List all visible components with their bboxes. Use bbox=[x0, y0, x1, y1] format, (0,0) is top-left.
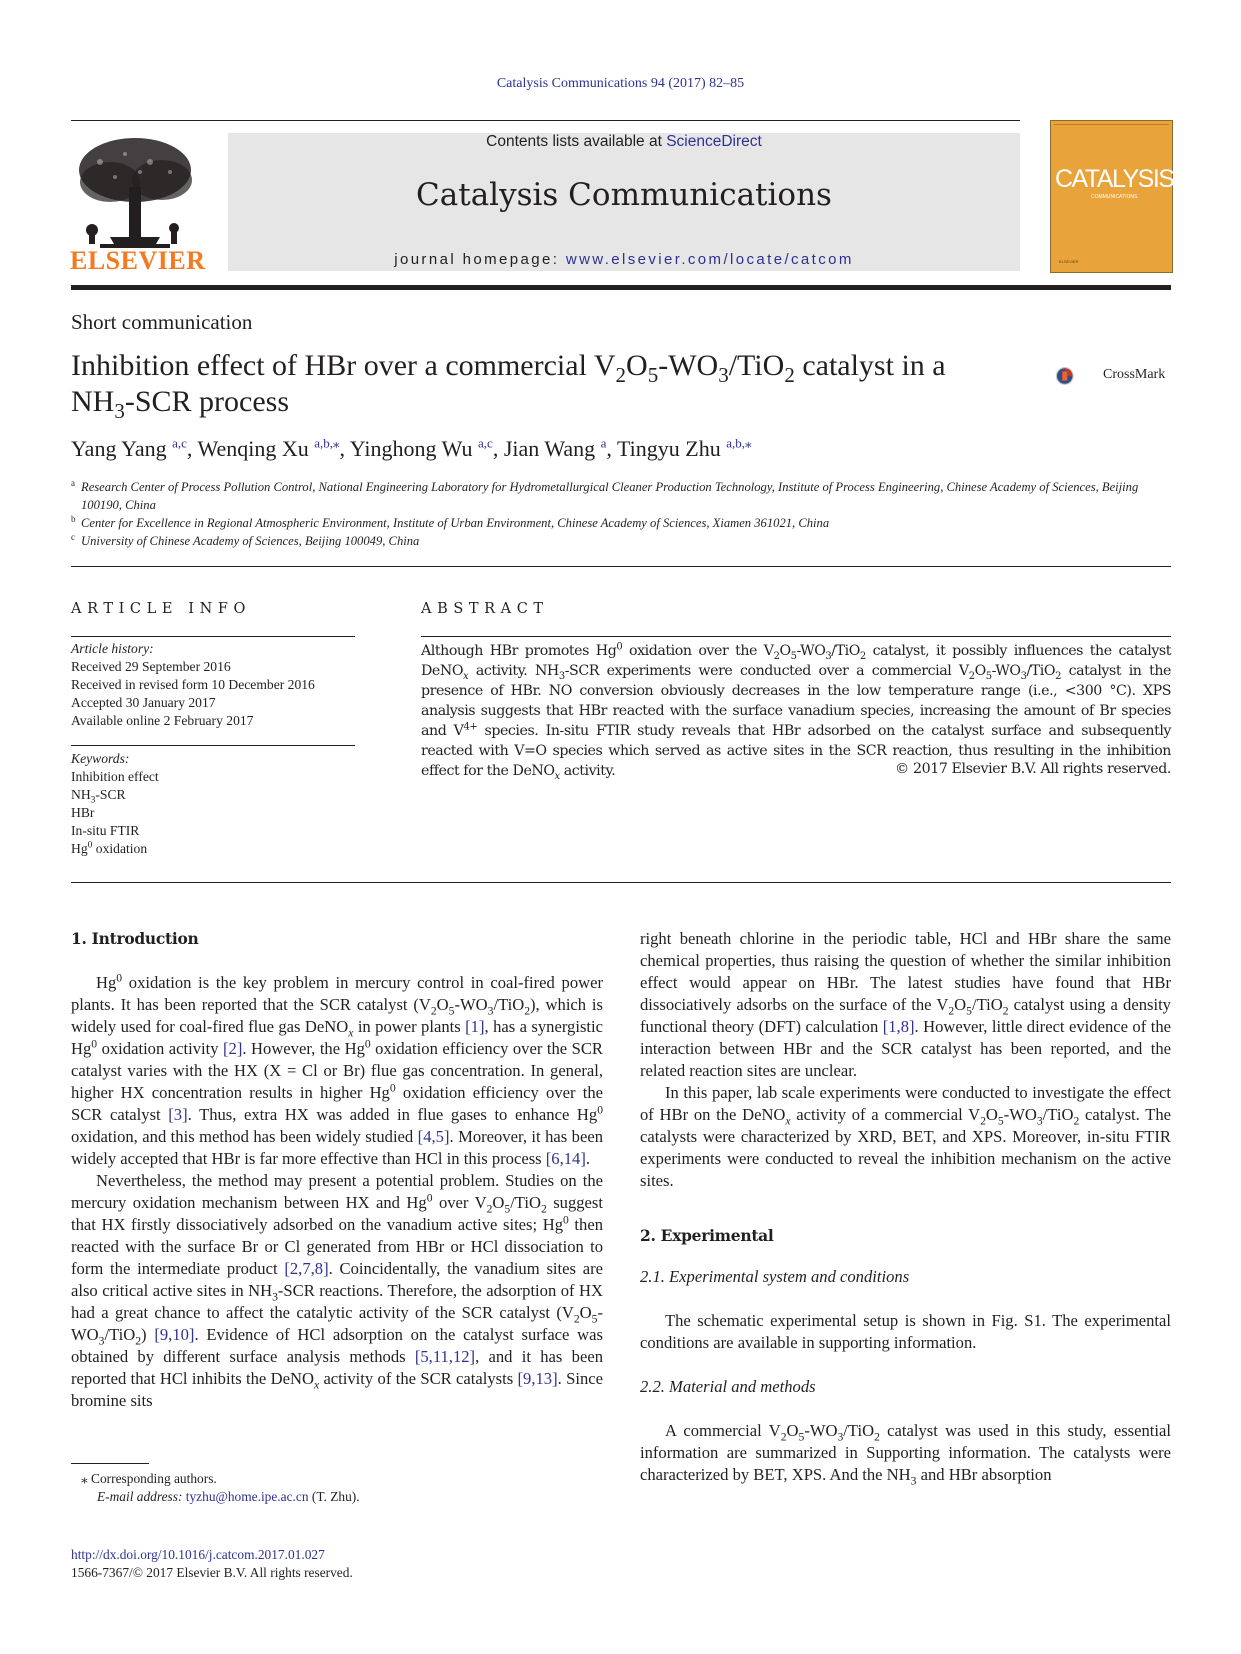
divider bbox=[71, 566, 1171, 567]
journal-reference[interactable]: Catalysis Communications 94 (2017) 82–85 bbox=[496, 76, 745, 91]
journal-homepage bbox=[228, 251, 1020, 268]
cover-title: CATALYSIS bbox=[1055, 165, 1174, 193]
history-item: Received 29 September 2016 bbox=[71, 659, 231, 674]
keywords bbox=[71, 750, 361, 858]
article-title: Inhibition effect of HBr over a commercial $V_2O_5-WO_3/TiO_2$ catalyst in a $NH_3$-SCR process bbox=[71, 349, 946, 423]
history-label: Article history: bbox=[71, 641, 154, 656]
keyword-item: $NH_3$-SCR bbox=[71, 787, 126, 806]
article-type: Short communication bbox=[71, 310, 253, 334]
cover-publisher-mark: ELSEVIER bbox=[1059, 259, 1079, 264]
divider bbox=[71, 882, 1171, 883]
affiliation-text: Center for Excellence in Regional Atmospheric Environment, Institute of Urban Environment, Chinese Academy of Sciences, Xiamen 361021, China bbox=[81, 516, 830, 530]
cover-top-bar bbox=[1054, 124, 1169, 129]
paragraph: The schematic experimental setup is shown in Fig. S1. The experimental conditions are available in supporting information. bbox=[640, 1311, 1171, 1352]
affiliation-mark: a bbox=[71, 478, 75, 488]
contents-prefix: Contents lists available at bbox=[486, 133, 667, 150]
homepage-link[interactable]: www.elsevier.com/locate/catcom bbox=[565, 251, 854, 268]
footnote-divider bbox=[71, 1463, 149, 1464]
abstract-heading: ABSTRACT bbox=[421, 601, 549, 617]
divider bbox=[421, 636, 1171, 637]
divider bbox=[71, 745, 355, 746]
corresponding-note: ⁎ Corresponding authors. bbox=[81, 1471, 217, 1486]
divider bbox=[71, 120, 1020, 121]
contents-line bbox=[228, 133, 1020, 151]
section-heading-experimental: 2. Experimental bbox=[640, 1226, 774, 1245]
divider bbox=[71, 636, 355, 637]
body-right-column bbox=[640, 928, 1171, 1486]
affiliation-item bbox=[71, 478, 1171, 514]
affiliation-text: University of Chinese Academy of Sciences, Beijing 100049, China bbox=[81, 534, 420, 548]
abstract-copyright: © 2017 Elsevier B.V. All rights reserved. bbox=[895, 761, 1171, 777]
paragraph: In this paper, lab scale experiments were conducted to investigate the effect of HBr on the DeNO$_x$ activity of a commercial $V_2O_5-WO_3/TiO_2$ catalyst. The catalysts were characterized by XRD, BET, and XPS. Moreover, in-situ FTIR experiments were conducted to reveal the inhibition mechanism on the active sites. bbox=[640, 1083, 1171, 1190]
keyword-item: Hg$^0$ oxidation bbox=[71, 840, 148, 856]
header-thick-rule bbox=[71, 285, 1171, 290]
email-link[interactable]: tyzhu@home.ipe.ac.cn bbox=[185, 1489, 309, 1504]
author-list: Yang Yang $^{a,c}$, Wenqing Xu $^{a,b,⁎}$, Yinghong Wu $^{a,c}$, Jian Wang $^a$, Tingyu Zhu $^{a,b,⁎}$ bbox=[71, 435, 752, 461]
crossmark-label[interactable]: CrossMark bbox=[1103, 367, 1166, 382]
affiliation-text: Research Center of Process Pollution Control, National Engineering Laboratory for Hydrometallurgical Cleaner Production Technology, Institute of Process Engineering, Chinese Academy of Sciences, Beijing 100190, China bbox=[81, 480, 1139, 512]
history-item: Received in revised form 10 December 2016 bbox=[71, 677, 315, 692]
subsection-heading: 2.1. Experimental system and conditions bbox=[640, 1267, 910, 1286]
body-left-column bbox=[71, 928, 603, 1412]
abstract-text: Although HBr promotes Hg$^0$ oxidation over the $V_2O_5-WO_3/TiO_2$ catalyst, it possibly influences the catalyst DeNO$_x$ activity. $NH_3$-SCR experiments were conducted over a commercial $V_2O_5-WO_3/TiO_2$ catalyst in the presence of HBr. NO conversion obviously decreases in the low temperature range (i.e., <300 °C). XPS analysis suggests that HBr reacted with the surface vanadium species, increasing the amount of Br species and $V^{4+}$ species. In-situ FTIR study reveals that HBr adsorbed on the catalyst surface and subsequently reacted with V=O species which served as active sites in the SCR reaction, thus resulting in the inhibition effect for the DeNO$_x$ activity. bbox=[421, 641, 1171, 782]
subsection-heading: 2.2. Material and methods bbox=[640, 1377, 816, 1396]
crossmark-icon[interactable] bbox=[1055, 352, 1103, 400]
keyword-item: Inhibition effect bbox=[71, 769, 159, 784]
history-item: Accepted 30 January 2017 bbox=[71, 695, 216, 710]
section-heading-introduction: 1. Introduction bbox=[71, 929, 199, 948]
affiliation-mark: c bbox=[71, 532, 75, 542]
cover-subtitle: COMMUNICATIONS bbox=[1091, 194, 1138, 200]
paragraph: Nevertheless, the method may present a potential problem. Studies on the mercury oxidation mechanism between HX and Hg$^0$ over $V_2O_5/TiO_2$ suggest that HX firstly dissociatively adsorbed on the vanadium active sites; Hg$^0$ then reacted with the surface Br or Cl generated from HBr or HCl dissociation to form the intermediate product [2,7,8]. Coincidentally, the vanadium sites are also critical active sites in $NH_3$-SCR reactions. Therefore, the adsorption of HX had a great chance to affect the catalytic activity of the SCR catalyst $(V_2O_5-WO_3/TiO_2)$ [9,10]. Evidence of HCl adsorption on the catalyst surface was obtained by different surface analysis methods [5,11,12], and it has been reported that HCl inhibits the DeNO$_x$ activity of the SCR catalysts [9,13]. Since bromine sits bbox=[71, 1171, 604, 1410]
article-history bbox=[71, 640, 361, 730]
keywords-label: Keywords: bbox=[71, 751, 130, 766]
doi-link[interactable]: http://dx.doi.org/10.1016/j.catcom.2017.01.027 bbox=[71, 1547, 325, 1562]
affiliation-mark: b bbox=[71, 514, 76, 524]
paragraph: Hg$^0$ oxidation is the key problem in mercury control in coal-fired power plants. It has been reported that the SCR catalyst $(V_2O_5-WO_3/TiO_2)$, which is widely used for coal-fired flue gas DeNO$_x$ in power plants [1], has a synergistic Hg$^0$ oxidation activity [2]. However, the Hg$^0$ oxidation efficiency over the SCR catalyst varies with the HX (X = Cl or Br) flue gas concentration. In general, higher HX concentration results in higher Hg$^0$ oxidation efficiency over the SCR catalyst [3]. Thus, extra HX was added in flue gases to enhance Hg$^0$ oxidation, and this method has been widely studied [4,5]. Moreover, it has been widely accepted that HBr is far more effective than HCl in this process [6,14]. bbox=[71, 971, 604, 1168]
issn-line: 1566-7367/© 2017 Elsevier B.V. All rights reserved. bbox=[71, 1565, 353, 1580]
paragraph: A commercial $V_2O_5-WO_3/TiO_2$ catalyst was used in this study, essential information are summarized in Supporting information. The catalysts were characterized by BET, XPS. And the $NH_3$ and HBr absorption bbox=[640, 1421, 1171, 1488]
elsevier-wordmark: ELSEVIER bbox=[70, 246, 206, 275]
email-label: E-mail address: bbox=[97, 1489, 186, 1504]
affiliation-item bbox=[71, 532, 1171, 550]
sciencedirect-link[interactable]: ScienceDirect bbox=[666, 133, 762, 150]
journal-title: Catalysis Communications bbox=[416, 177, 832, 213]
affiliations bbox=[71, 478, 1171, 550]
doi-block bbox=[71, 1546, 353, 1582]
affiliation-item bbox=[71, 514, 1171, 532]
email-line bbox=[71, 1488, 571, 1506]
journal-cover-thumbnail[interactable] bbox=[1050, 120, 1173, 273]
article-info-heading: ARTICLE INFO bbox=[71, 601, 252, 617]
homepage-prefix: journal homepage: bbox=[394, 251, 566, 268]
keyword-item: In-situ FTIR bbox=[71, 823, 140, 838]
email-suffix: (T. Zhu). bbox=[308, 1489, 360, 1504]
footnotes bbox=[71, 1470, 571, 1506]
keyword-item: HBr bbox=[71, 805, 95, 820]
paragraph: right beneath chlorine in the periodic table, HCl and HBr share the same chemical properties, thus raising the question of whether the similar inhibition effect would appear on HBr. The latest studies have found that HBr dissociatively adsorbs on the surface of the $V_2O_5/TiO_2$ catalyst using a density functional theory (DFT) calculation [1,8]. However, little direct evidence of the interaction between HBr and the SCR catalyst has been reported, and the related reaction sites are unclear. bbox=[640, 929, 1171, 1080]
history-item: Available online 2 February 2017 bbox=[71, 713, 254, 728]
